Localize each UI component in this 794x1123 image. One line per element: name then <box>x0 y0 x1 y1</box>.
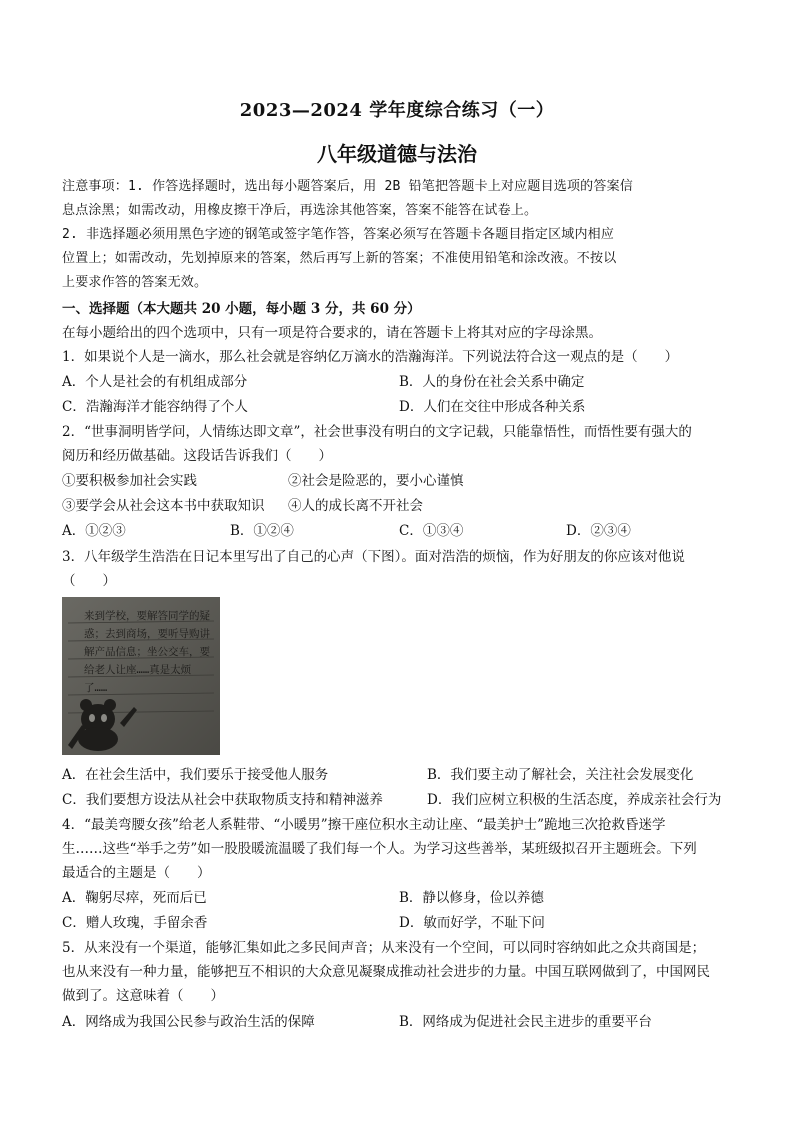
q5-option-b: B．网络成为促进社会民主进步的重要平台 <box>399 1014 652 1030</box>
q5-stem: 5．从来没有一个渠道，能够汇集如此之多民间声音；从来没有一个空间，可以同时容纳如此之众共商国是； <box>62 940 706 956</box>
q2-stem: 2．“世事洞明皆学问，人情练达即文章”，社会世事没有明白的文字记载，只能靠悟性，而悟性要有强大的 <box>62 424 692 440</box>
q4-stem: 生……这些“举手之劳”如一股股暖流温暖了我们每一个人。为学习这些善举，某班级拟召开主题班会。下列 <box>62 841 697 857</box>
q3-option-c: C．我们要想方设法从社会中获取物质支持和精神滋养 <box>62 792 383 808</box>
notice-line: 注意事项：1. 作答选择题时，选出每小题答案后，用 2B 铅笔把答题卡上对应题目选项的答案信 <box>62 179 633 194</box>
q3-option-a: A．在社会生活中，我们要乐于接受他人服务 <box>62 767 329 783</box>
diary-photo <box>62 597 220 755</box>
q2-statement-4: ④人的成长离不开社会 <box>288 498 423 514</box>
q1-option-c: C．浩瀚海洋才能容纳得了个人 <box>62 399 248 415</box>
notice-line: 息点涂黑；如需改动，用橡皮擦干净后，再选涂其他答案，答案不能答在试卷上。 <box>62 203 538 218</box>
q1-stem: 1．如果说个人是一滴水，那么社会就是容纳亿万滴水的浩瀚海洋。下列说法符合这一观点的是（ ） <box>62 349 679 365</box>
q2-statement-1: ①要积极参加社会实践 <box>62 473 197 489</box>
q5-stem: 也从来没有一种力量，能够把互不相识的大众意见凝聚成推动社会进步的力量。中国互联网做到了，中国网民 <box>62 964 710 980</box>
q1-option-a: A．个人是社会的有机组成部分 <box>62 374 248 390</box>
q4-option-b: B．静以修身，俭以养德 <box>399 890 544 906</box>
notice-line: 上要求作答的答案无效。 <box>62 275 208 290</box>
notice-line: 位置上；如需改动，先划掉原来的答案，然后再写上新的答案；不准使用铅笔和涂改液。不按以 <box>62 251 617 266</box>
q2-option-b: B．①②④ <box>230 523 294 539</box>
q2-statement-2: ②社会是险恶的，要小心谨慎 <box>288 473 464 489</box>
diary-note: 来到学校，要解答同学的疑惑；去到商场，要听导购讲解产品信息；坐公交车，要给老人让座……真是太烦了…… <box>84 610 210 694</box>
q5-stem: 做到了。这意味着（ ） <box>62 988 224 1004</box>
q2-option-c: C．①③④ <box>399 523 464 539</box>
notice-line: 2. 非选择题必须用黑色字迹的钢笔或签字笔作答，答案必须写在答题卡各题目指定区域内相应 <box>62 227 615 242</box>
q4-stem: 4．“最美弯腰女孩”给老人系鞋带、“小暖男”擦干座位积水主动让座、“最美护士”跪地三次抢救昏迷学 <box>62 817 666 833</box>
q2-option-a: A．①②③ <box>62 523 126 539</box>
q5-option-a: A．网络成为我国公民参与政治生活的保障 <box>62 1014 315 1030</box>
section-instruction: 在每小题给出的四个选项中，只有一项是符合要求的，请在答题卡上将其对应的字母涂黑。 <box>62 325 602 341</box>
q2-statement-3: ③要学会从社会这本书中获取知识 <box>62 498 265 514</box>
q1-option-b: B．人的身份在社会关系中确定 <box>399 374 585 390</box>
q3-stem: 3．八年级学生浩浩在日记本里写出了自己的心声（下图）。面对浩浩的烦恼，作为好朋友的你应该对他说 <box>62 549 685 565</box>
q3-stem: （ ） <box>62 573 116 589</box>
q3-option-b: B．我们要主动了解社会，关注社会发展变化 <box>427 767 694 783</box>
q4-option-c: C．赠人玫瑰，手留余香 <box>62 915 208 931</box>
q4-stem: 最适合的主题是（ ） <box>62 865 211 881</box>
q3-option-d: D．我们应树立积极的生活态度，养成亲社会行为 <box>427 792 722 808</box>
section-heading: 一、选择题（本大题共 20 小题，每小题 3 分，共 60 分） <box>62 301 421 317</box>
exam-title: 2023—2024 学年度综合练习（一） <box>239 100 555 121</box>
exam-subject: 八年级道德与法治 <box>317 142 477 166</box>
q1-option-d: D．人们在交往中形成各种关系 <box>399 399 586 415</box>
q4-option-a: A．鞠躬尽瘁，死而后已 <box>62 890 207 906</box>
q2-option-d: D．②③④ <box>566 523 631 539</box>
q4-option-d: D．敏而好学，不耻下问 <box>399 915 545 931</box>
q2-stem: 阅历和经历做基础。这段话告诉我们（ ） <box>62 448 332 464</box>
